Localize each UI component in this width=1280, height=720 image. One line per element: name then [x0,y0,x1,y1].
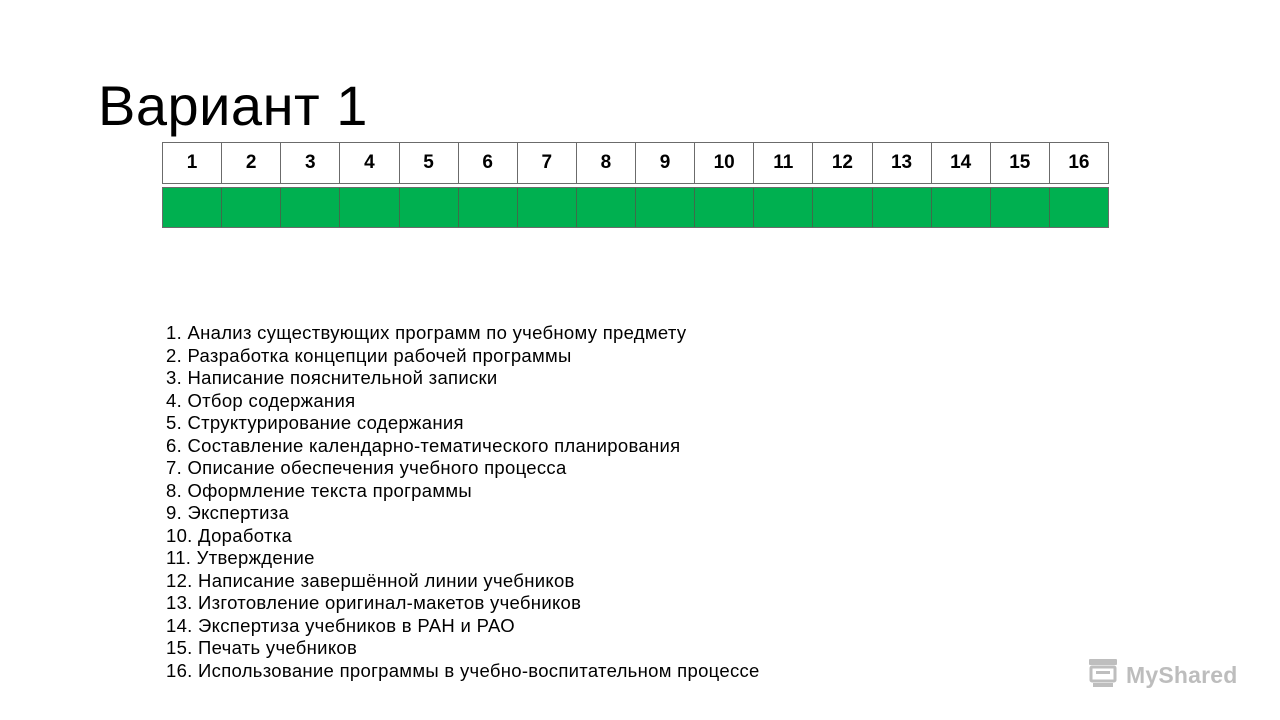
stage-number-cell: 5 [400,143,459,183]
stage-color-cell [695,188,754,227]
list-item: 10. Доработка [166,524,293,546]
stage-number-cell: 6 [459,143,518,183]
list-item: 4. Отбор содержания [166,389,356,411]
watermark [1086,656,1238,695]
list-item: 2. Разработка концепции рабочей программы [166,344,572,366]
list-item: 14. Экспертиза учебников в РАН и РАО [166,614,515,636]
stage-color-cell [636,188,695,227]
stage-number-cell: 15 [991,143,1050,183]
stage-color-cell [281,188,340,227]
stage-color-cell [163,188,222,227]
list-item: 6. Составление календарно-тематического планирования [166,434,681,456]
stage-color-cell [932,188,991,227]
list-item: 1. Анализ существующих программ по учебному предмету [166,322,687,343]
step-list [166,322,760,682]
stage-number-cell: 10 [695,143,754,183]
stage-number-cell: 3 [281,143,340,183]
stage-number-cell: 4 [340,143,399,183]
stage-number-cell: 9 [636,143,695,183]
stage-color-cell [577,188,636,227]
list-item: 7. Описание обеспечения учебного процесса [166,457,567,478]
stage-number-cell: 12 [813,143,872,183]
list-item: 12. Написание завершённой линии учебников [166,569,575,591]
list-item: 9. Экспертиза [166,502,290,523]
stage-number-cell: 2 [222,143,281,183]
stage-number-row [162,142,1109,184]
list-item: 5. Структурирование содержания [166,412,464,433]
stage-number-cell: 1 [163,143,222,183]
stage-color-cell [222,188,281,227]
stage-number-cell: 13 [873,143,932,183]
stage-color-cell [813,188,872,227]
stage-color-cell [754,188,813,227]
stage-number-cell: 16 [1068,152,1090,173]
slide-title: Вариант 1 [98,74,368,137]
list-item: 8. Оформление текста программы [166,479,472,501]
stage-color-cell [873,188,932,227]
stage-color-cell [340,188,399,227]
stage-color-cell [400,188,459,227]
list-item: 3. Написание пояснительной записки [166,367,498,388]
list-item: 13. Изготовление оригинал-макетов учебников [166,592,582,613]
stage-number-cell: 8 [577,143,636,183]
list-item: 16. Использование программы в учебно-воспитательном процессе [166,659,760,681]
stage-number-cell: 7 [518,143,577,183]
stage-color-cell [1050,188,1108,227]
stage-color-cell [459,188,518,227]
stage-color-row [162,187,1109,228]
stage-number-cell: 11 [754,143,813,183]
watermark-text: MyShared [1126,662,1238,688]
stage-color-cell [991,188,1050,227]
stage-number-cell: 14 [932,143,991,183]
stage-color-cell [518,188,577,227]
list-item: 15. Печать учебников [166,637,358,658]
register-icon [1086,656,1120,695]
list-item: 11. Утверждение [166,547,315,568]
